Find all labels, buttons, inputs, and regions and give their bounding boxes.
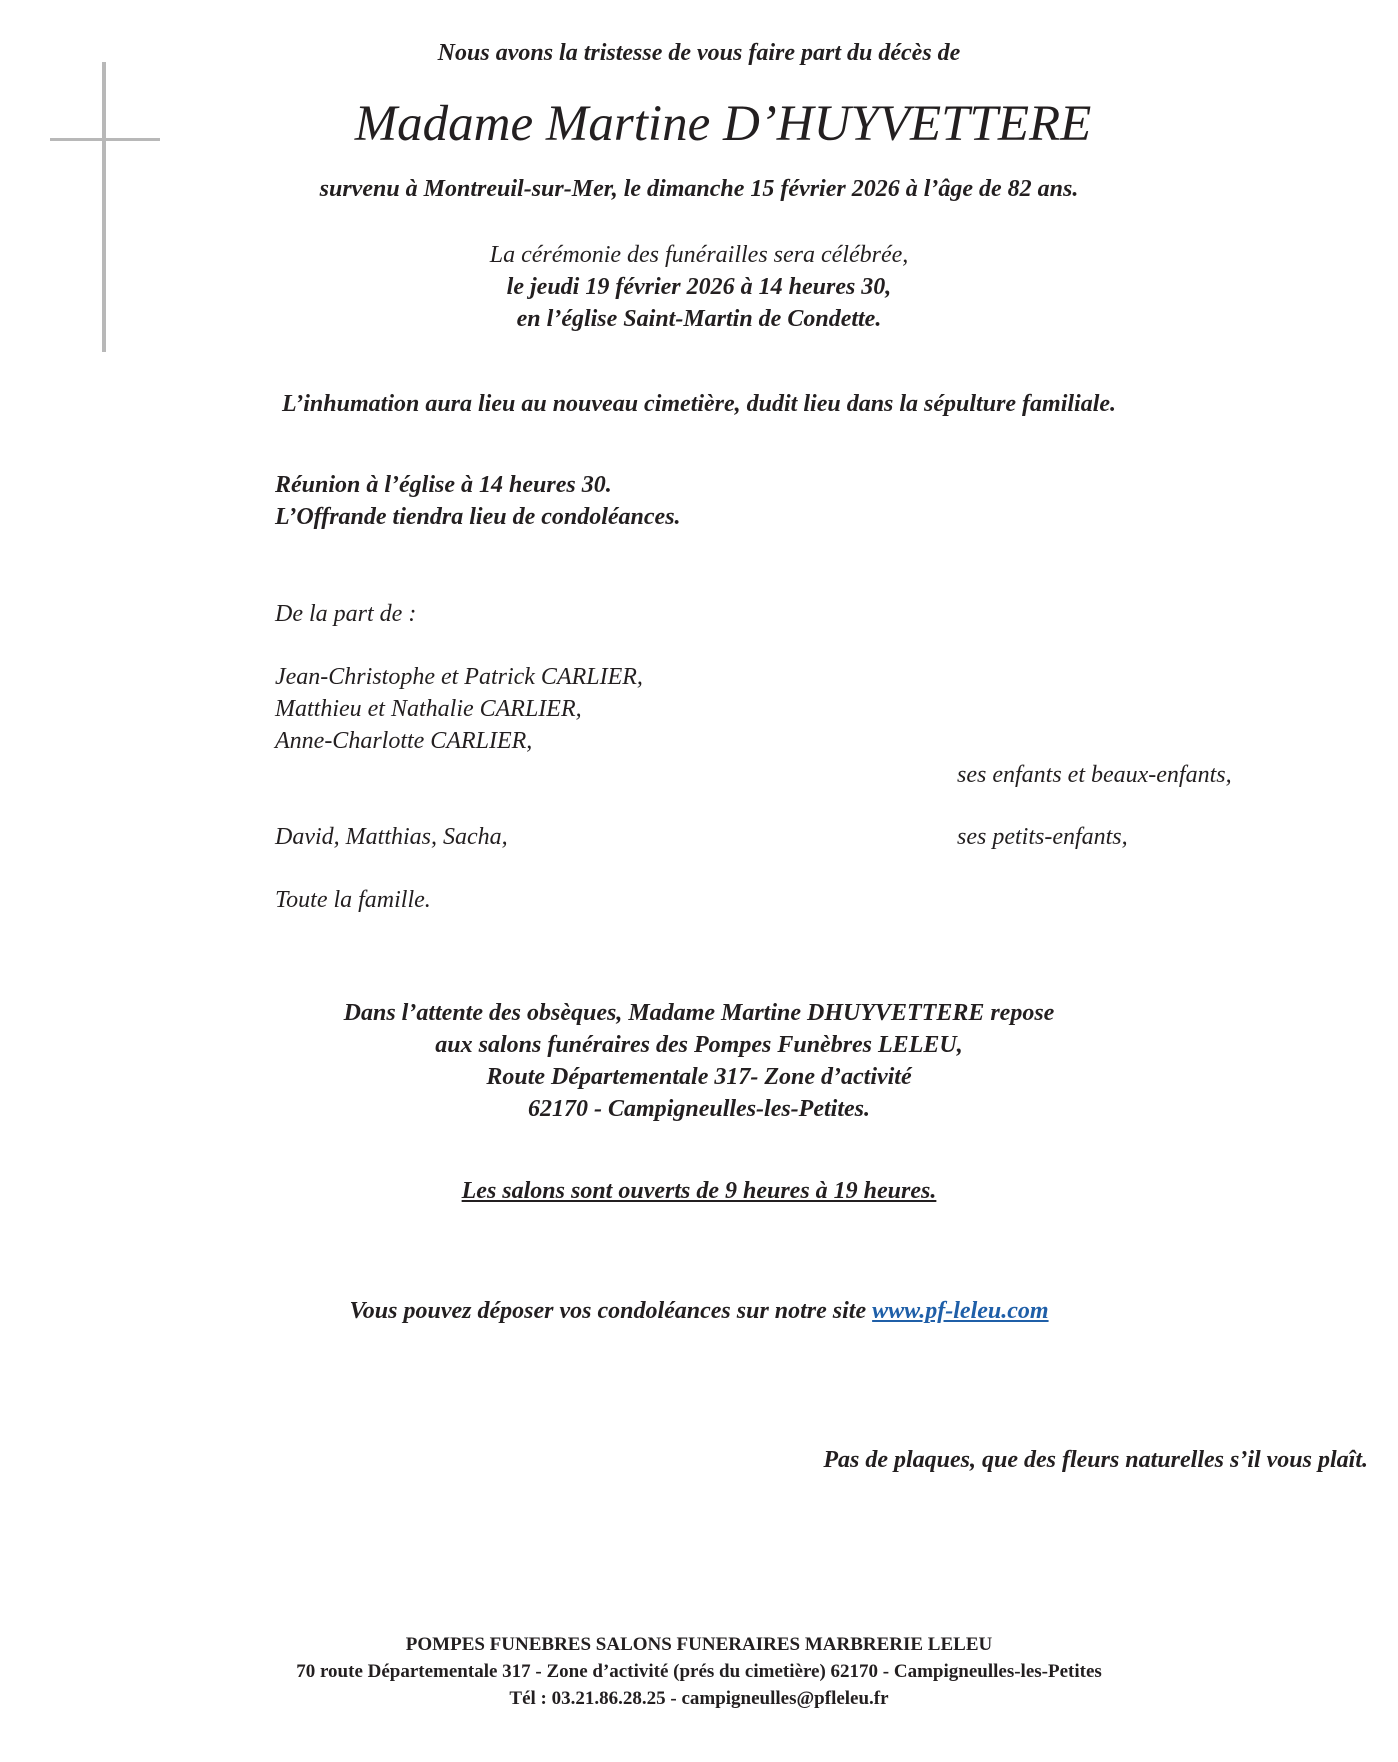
family-intro: De la part de : <box>275 601 417 627</box>
footer-address: 70 route Départementale 317 - Zone d’activité (prés du cimetière) 62170 - Campigneulles-les-Petites <box>296 1661 1102 1682</box>
children-relation: ses enfants et beaux-enfants, <box>957 762 1232 788</box>
meeting-reunion: Réunion à l’église à 14 heures 30. <box>275 472 612 498</box>
ceremony-line-2: le jeudi 19 février 2026 à 14 heures 30, <box>506 274 892 300</box>
flowers-note: Pas de plaques, que des fleurs naturelles s’il vous plaît. <box>823 1447 1368 1473</box>
viewing-line-4: 62170 - Campigneulles-les-Petites. <box>528 1096 870 1122</box>
condolences-text <box>0 1298 1398 1325</box>
family-others: Toute la famille. <box>275 887 431 913</box>
family-child: Jean-Christophe et Patrick CARLIER, <box>275 664 643 690</box>
family-child: Matthieu et Nathalie CARLIER, <box>275 696 582 722</box>
meeting-offrande: L’Offrande tiendra lieu de condoléances. <box>275 504 681 530</box>
grandchildren-relation: ses petits-enfants, <box>957 824 1128 850</box>
viewing-line-3: Route Départementale 317- Zone d’activité <box>486 1064 912 1090</box>
ceremony-line-1: La cérémonie des funérailles sera célébrée, <box>489 242 909 268</box>
viewing-hours: Les salons sont ouverts de 9 heures à 19 heures. <box>461 1178 937 1204</box>
grandchildren: David, Matthias, Sacha, <box>275 824 508 850</box>
viewing-line-1: Dans l’attente des obsèques, Madame Martine DHUYVETTERE repose <box>343 1000 1055 1026</box>
death-notice: survenu à Montreuil-sur-Mer, le dimanche 15 février 2026 à l’âge de 82 ans. <box>319 176 1079 202</box>
footer-company: POMPES FUNEBRES SALONS FUNERAIRES MARBRERIE LELEU <box>405 1634 993 1655</box>
deceased-name: Madame Martine D’HUYVETTERE <box>354 96 1092 152</box>
announcement-intro: Nous avons la tristesse de vous faire part du décès de <box>437 40 961 66</box>
viewing-line-2: aux salons funéraires des Pompes Funèbres LELEU, <box>435 1032 963 1058</box>
website-link[interactable]: www.pf-leleu.com <box>872 1298 1049 1324</box>
burial-text: L’inhumation aura lieu au nouveau cimetière, dudit lieu dans la sépulture familiale. <box>281 391 1117 417</box>
family-child: Anne-Charlotte CARLIER, <box>275 728 533 754</box>
ceremony-line-3: en l’église Saint-Martin de Condette. <box>516 306 882 332</box>
footer-contact: Tél : 03.21.86.28.25 - campigneulles@pfleleu.fr <box>509 1688 889 1709</box>
condolences-label: Vous pouvez déposer vos condoléances sur notre site <box>349 1298 867 1324</box>
